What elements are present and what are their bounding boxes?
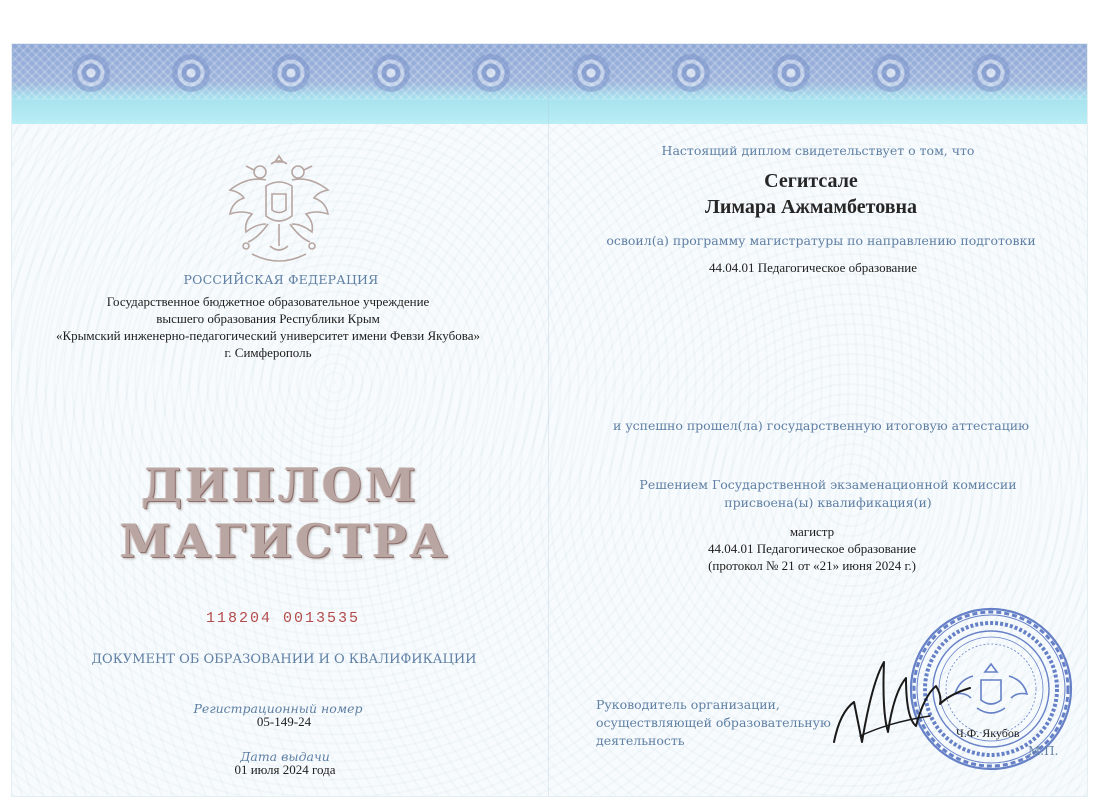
band-rosette xyxy=(872,54,910,92)
seal-place-mark: М.П. xyxy=(1028,744,1059,758)
organization-line-2: высшего образования Республики Крым xyxy=(156,311,380,326)
issue-date-value: 01 июля 2024 года xyxy=(234,762,336,777)
registration-number-label: Регистрационный номер xyxy=(193,701,363,716)
organization-line-1: Государственное бюджетное образовательное учреждение xyxy=(106,294,430,309)
document-type: ДОКУМЕНТ ОБ ОБРАЗОВАНИИ И О КВАЛИФИКАЦИИ xyxy=(91,652,477,667)
diploma-title-line-2: МАГИСТРА xyxy=(119,514,451,568)
commission-decision-line-1: Решением Государственной экзаменационной комиссии xyxy=(639,477,1017,492)
organization-city: г. Симферополь xyxy=(224,345,312,360)
coat-of-arms-icon xyxy=(222,150,336,274)
graduate-surname: Сегитсале xyxy=(764,170,858,192)
decorative-band xyxy=(12,44,1087,124)
issue-date-label: Дата выдачи xyxy=(240,749,330,764)
head-title-line-2: осуществляющей образовательную xyxy=(596,715,831,730)
registration-number-value: 05-149-24 xyxy=(256,714,312,729)
diploma-serial-number: 118204 0013535 xyxy=(205,610,361,627)
band-rosette xyxy=(572,54,610,92)
page-fold xyxy=(548,44,549,796)
protocol-reference: (протокол № 21 от «21» июня 2024 г.) xyxy=(708,558,916,573)
attestation-passed-text: и успешно прошел(ла) государственную итоговую аттестацию xyxy=(613,418,1029,433)
country-name: РОССИЙСКАЯ ФЕДЕРАЦИЯ xyxy=(183,272,379,287)
commission-decision-line-2: присвоена(ы) квалификация(и) xyxy=(724,495,932,510)
signature-icon xyxy=(826,650,976,760)
program-name: 44.04.01 Педагогическое образование xyxy=(708,260,918,275)
organization-line-3: «Крымский инженерно-педагогический университет имени Февзи Якубова» xyxy=(56,328,480,343)
band-rosette xyxy=(472,54,510,92)
band-rosette xyxy=(772,54,810,92)
head-name: Ч.Ф. Якубов xyxy=(956,726,1020,740)
band-rosette xyxy=(672,54,710,92)
program-mastered-text: освоил(а) программу магистратуры по направлению подготовки xyxy=(606,233,1036,248)
qualification: магистр xyxy=(789,524,835,539)
band-rosette xyxy=(172,54,210,92)
band-rosette xyxy=(972,54,1010,92)
qualification-program: 44.04.01 Педагогическое образование xyxy=(707,541,917,556)
band-rosette xyxy=(72,54,110,92)
diploma-title-line-1: ДИПЛОМ xyxy=(141,458,419,512)
band-rosette xyxy=(372,54,410,92)
head-title-line-3: деятельность xyxy=(596,733,685,748)
head-title-line-1: Руководитель организации, xyxy=(596,697,780,712)
certification-intro: Настоящий диплом свидетельствует о том, что xyxy=(661,143,975,158)
graduate-given-name: Лимара Ажмамбетовна xyxy=(704,196,918,218)
band-rosette xyxy=(272,54,310,92)
